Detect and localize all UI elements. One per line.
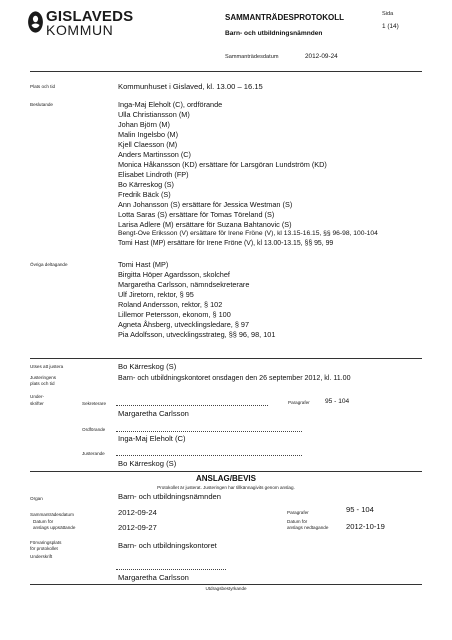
logo-wordmark-top: GISLAVEDS: [46, 8, 134, 25]
page-label: Sida: [382, 11, 394, 17]
list-item: Lotta Saras (S) ersättare för Tomas Töreland (S): [118, 210, 275, 219]
notice-signer-name: Margaretha Carlsson: [118, 573, 189, 582]
posting-date-value: 2012-09-27: [118, 523, 157, 532]
list-item: Lillemor Petersson, ekonom, § 100: [118, 310, 231, 319]
signatures-label-line2: skrifter: [30, 401, 44, 406]
posting-date-label-line2: anslags uppsättande: [33, 525, 76, 530]
notice-signature-line: [116, 569, 226, 570]
notice-text: Protokollet är justerat. Justeringen har tillkännagivits genom anslag.: [157, 485, 295, 490]
list-item: Margaretha Carlsson, nämndsekreterare: [118, 280, 250, 289]
storage-label-line2: för protokollet: [30, 546, 58, 551]
meeting-date-label: Sammanträdesdatum: [225, 54, 279, 60]
chairman-name: Inga-Maj Eleholt (C): [118, 434, 186, 443]
list-item: Tomi Hast (MP): [118, 260, 169, 269]
signing-divider: [30, 358, 422, 359]
adjuster-value: Bo Kärreskog (S): [118, 362, 177, 371]
removal-date-label-line1: Datum för: [287, 519, 308, 524]
anslag-divider: [30, 471, 422, 472]
list-item: Larisa Adlere (M) ersättare för Suzana Bahtanovic (S): [118, 220, 292, 229]
others-label: Övriga deltagande: [30, 262, 68, 267]
deciding-label: Beslutande: [30, 102, 53, 107]
list-item: Birgitta Höper Agardsson, skolchef: [118, 270, 230, 279]
municipality-logo-icon: [27, 10, 44, 34]
meeting-date: 2012-09-24: [305, 53, 338, 60]
anslag-paragraphs-value: 95 - 104: [346, 505, 374, 514]
adjusting-name: Bo Kärreskog (S): [118, 459, 177, 468]
paragraphs-label: Paragrafer: [288, 400, 310, 405]
paragraphs-value: 95 - 104: [325, 398, 350, 405]
footer-certification-label: Utdragsbestyrkande: [205, 586, 247, 591]
place-time-label: Plats och tid: [30, 84, 56, 89]
list-item: Malin Ingelsbo (M): [118, 130, 179, 139]
document-title: SAMMANTRÄDESPROTOKOLL: [225, 13, 344, 22]
anslag-paragraphs-label: Paragrafer: [287, 510, 309, 515]
anslag-date-label: Sammanträdesdatum: [30, 512, 74, 517]
adjustment-label-line1: Justeringens: [30, 375, 57, 380]
list-item: Ann Johansson (S) ersättare för Jessica Westman (S): [118, 200, 293, 209]
organ-value: Barn- och utbildningsnämnden: [118, 492, 222, 501]
storage-label-line1: Förvaringsplats: [30, 540, 62, 545]
list-item: Bengt-Ove Eriksson (V) ersättare för Irene Fröne (V), kl 13.15-16.15, §§ 96-98, 100-104: [118, 230, 378, 237]
list-item: Pia Adolfsson, utvecklingsstrateg, §§ 96, 98, 101: [118, 330, 276, 339]
logo-wordmark-bottom: KOMMUN: [46, 22, 114, 38]
chairman-label: Ordförande: [82, 427, 106, 432]
list-item: Elisabet Lindroth (FP): [118, 170, 189, 179]
organ-label: Organ: [30, 496, 43, 501]
list-item: Ulla Christiansson (M): [118, 110, 190, 119]
list-item: Inga-Maj Eleholt (C), ordförande: [118, 100, 223, 109]
secretary-signature-line: [116, 405, 268, 406]
secretary-name: Margaretha Carlsson: [118, 409, 189, 418]
footer-divider: [30, 584, 422, 585]
committee-name: Barn- och utbildningsnämnden: [225, 30, 323, 37]
signature-label: Underskrift: [30, 554, 53, 559]
list-item: Kjell Claesson (M): [118, 140, 178, 149]
page-number: 1 (14): [382, 23, 399, 30]
list-item: Agneta Åhsberg, utvecklingsledare, § 97: [118, 320, 250, 329]
signatures-label-line1: Under-: [30, 394, 45, 399]
storage-value: Barn- och utbildningskontoret: [118, 541, 217, 550]
list-item: Monica Håkansson (KD) ersättare för Larsgöran Lundström (KD): [118, 160, 327, 169]
adjuster-label: Utses att justera: [30, 364, 64, 369]
list-item: Bo Kärreskog (S): [118, 180, 174, 189]
place-time-value: Kommunhuset i Gislaved, kl. 13.00 – 16.15: [118, 82, 263, 91]
list-item: Roland Andersson, rektor, § 102: [118, 300, 223, 309]
adjusting-label: Justerande: [82, 451, 105, 456]
list-item: Fredrik Bäck (S): [118, 190, 171, 199]
adjustment-value: Barn- och utbildningskontoret onsdagen den 26 september 2012, kl. 11.00: [118, 374, 351, 382]
secretary-label: Sekreterare: [82, 401, 107, 406]
list-item: Ulf Jiretorn, rektor, § 95: [118, 290, 194, 299]
list-item: Johan Björn (M): [118, 120, 170, 129]
adjusting-signature-line: [116, 455, 302, 456]
removal-date-label-line2: anslags nedtagande: [287, 525, 329, 530]
removal-date-value: 2012-10-19: [346, 522, 385, 531]
list-item: Tomi Hast (MP) ersättare för Irene Fröne (V), kl 13.00-13.15, §§ 95, 99: [118, 240, 334, 247]
list-item: Anders Martinsson (C): [118, 150, 191, 159]
adjustment-label-line2: plats och tid: [30, 381, 55, 386]
anslag-date-value: 2012-09-24: [118, 508, 157, 517]
header-divider: [30, 71, 422, 72]
chairman-signature-line: [116, 431, 302, 432]
notice-title: ANSLAG/BEVIS: [195, 474, 256, 483]
posting-date-label-line1: Datum för: [33, 519, 54, 524]
